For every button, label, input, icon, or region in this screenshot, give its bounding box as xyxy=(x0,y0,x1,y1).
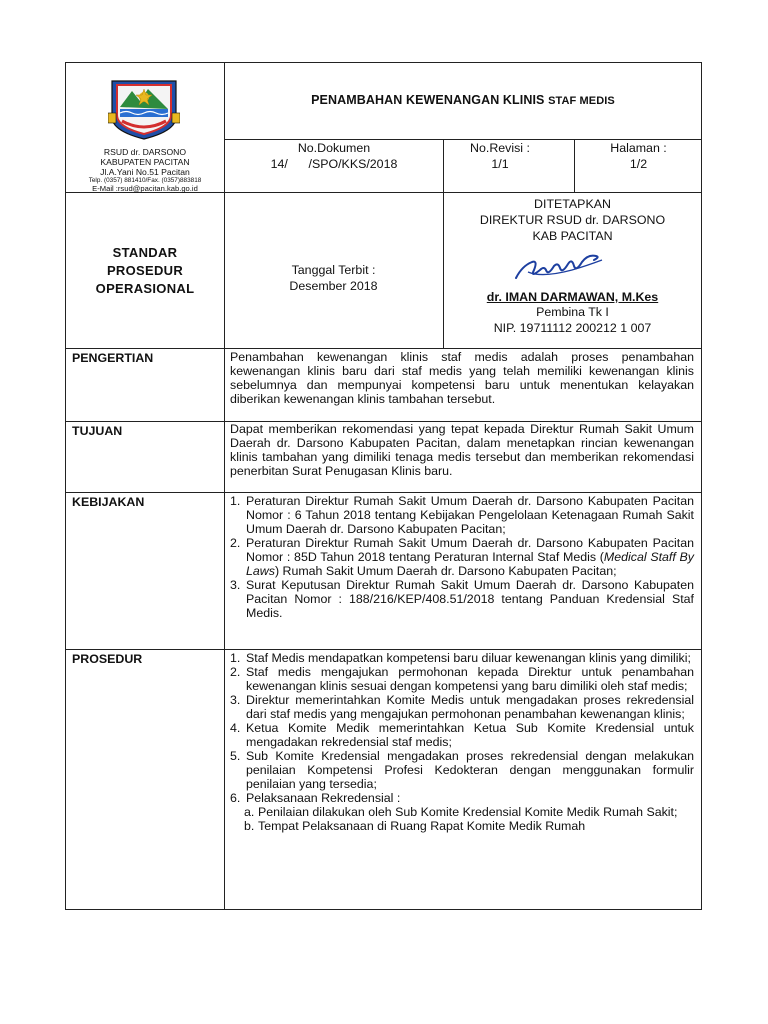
approval-line: DITETAPKAN xyxy=(534,197,611,211)
section-text-tujuan: Dapat memberikan rekomendasi yang tepat kepada Direktur Rumah Sakit Umum Daerah dr. Darsono Kabupaten Pacitan, dalam menetapkan rincian kewenangan klinis tambahan yang dimiliki tenaga medis tersebut dan memberikan rekomendasi penerbitan Surat Penugasan Klinis baru. xyxy=(230,422,694,478)
issue-date-label: Tanggal Terbit : xyxy=(291,263,376,277)
page-cell xyxy=(575,140,702,172)
page-label: Halaman : xyxy=(610,141,667,155)
revision-cell xyxy=(444,140,556,172)
divider xyxy=(65,348,702,349)
list-text: Staf medis mengajukan permohonan kepada Direktur untuk penambahan kewenangan klinis sesuai dengan kompetensi yang baru dimiliki oleh staf medis; xyxy=(246,665,694,693)
approval-line: DIREKTUR RSUD dr. DARSONO xyxy=(479,213,666,227)
list-item xyxy=(230,693,694,721)
list-number: 4. xyxy=(230,721,241,735)
list-text: Peraturan Direktur Rumah Sakit Umum Daerah dr. Darsono Kabupaten Pacitan Nomor : 6 Tahun 2018 tentang Kebijakan Pengelolaan Ketenagaan Rumah Sakit Umum Daerah dr. Darsono Kabupaten Pacitan; xyxy=(246,494,694,536)
section-label-kebijakan: KEBIJAKAN xyxy=(72,495,145,509)
list-text: Direktur memerintahkan Komite Medis untuk mengadakan proses rekredensial dari staf medis yang mengajukan permohonan penambahan kewenangan klinis; xyxy=(246,693,694,721)
issue-date-cell xyxy=(224,262,443,294)
approval-block xyxy=(443,196,702,244)
section-label-prosedur: PROSEDUR xyxy=(72,652,143,666)
list-number: 3. xyxy=(230,693,241,707)
list-item xyxy=(230,791,694,833)
list-text-italic: Medical Staff By Laws xyxy=(246,550,694,578)
list-text: Sub Komite Kredensial mengadakan proses rekredensial dengan melakukan penilaian Kompetensi Profesi Kedokteran dengan menggunakan formulir penilaian yang tersedia; xyxy=(246,749,694,791)
list-text: Ketua Komite Medik memerintahkan Ketua Sub Komite Kredensial untuk mengadakan rekredensial staf medis; xyxy=(246,721,694,749)
page-value: 1/2 xyxy=(629,157,648,171)
list-number: 1. xyxy=(230,494,241,508)
issue-date-value: Desember 2018 xyxy=(289,279,378,293)
approval-line: KAB PACITAN xyxy=(532,229,613,243)
sublist-text: Penilaian dilakukan oleh Sub Komite Kredensial Komite Medik Rumah Sakit; xyxy=(258,805,678,819)
divider xyxy=(65,649,702,650)
sublist-item xyxy=(230,805,678,819)
revision-value: 1/1 xyxy=(491,157,509,171)
list-item xyxy=(230,721,694,749)
doc-number-cell xyxy=(228,140,440,172)
doc-number-value: 14/ /SPO/KKS/2018 xyxy=(270,157,398,171)
sop-heading-line: PROSEDUR xyxy=(106,263,184,278)
list-item xyxy=(230,578,694,620)
section-text-pengertian: Penambahan kewenangan klinis staf medis adalah proses penambahan kewenangan klinis baru dari staf medis yang telah memiliki kewenangan klinis sebelumnya dan mempunyai kompetensi baru untuk menentukan kelayakan diberikan kewenangan klinis tambahan tersebut. xyxy=(230,350,694,406)
sublist-letter: a. xyxy=(244,805,255,819)
sop-heading xyxy=(66,244,224,298)
hospital-identity xyxy=(66,147,224,193)
document-title xyxy=(224,93,702,107)
section-label-tujuan: TUJUAN xyxy=(72,424,123,438)
list-text: ) Rumah Sakit Umum Daerah dr. Darsono Kabupaten Pacitan; xyxy=(274,564,617,578)
section-label-pengertian: PENGERTIAN xyxy=(72,351,154,365)
list-number: 2. xyxy=(230,665,241,679)
list-item xyxy=(230,651,694,665)
signer-rank: Pembina Tk I xyxy=(536,305,609,319)
sop-heading-line: OPERASIONAL xyxy=(95,281,195,296)
hospital-address: Jl.A.Yani No.51 Pacitan xyxy=(100,167,190,177)
list-item xyxy=(230,536,694,578)
sublist-letter: b. xyxy=(244,819,255,833)
signature-icon xyxy=(512,248,608,286)
list-text: Staf Medis mendapatkan kompetensi baru diluar kewenangan klinis yang dimiliki; xyxy=(246,651,691,665)
sublist-text: Tempat Pelaksanaan di Ruang Rapat Komite Medik Rumah xyxy=(258,819,586,833)
list-number: 5. xyxy=(230,749,241,763)
doc-number-label: No.Dokumen xyxy=(297,141,371,155)
hospital-name: RSUD dr. DARSONO xyxy=(103,147,187,157)
divider xyxy=(224,62,225,910)
hospital-email: E-Mail :rsud@pacitan.kab.go.id xyxy=(92,184,198,193)
kebijakan-list xyxy=(230,494,694,620)
list-number: 1. xyxy=(230,651,241,665)
prosedur-list xyxy=(230,651,694,833)
revision-label: No.Revisi : xyxy=(470,141,530,155)
title-main: PENAMBAHAN KEWENANGAN KLINIS xyxy=(311,93,549,107)
prosedur-sublist xyxy=(246,805,694,833)
signer-name: dr. IMAN DARMAWAN, M.Kes xyxy=(486,290,659,304)
list-text: Pelaksanaan Rekredensial : xyxy=(246,791,401,805)
list-text: Surat Keputusan Direktur Rumah Sakit Umum Daerah dr. Darsono Kabupaten Pacitan Nomor : 188/216/KEP/408.51/2018 tentang Panduan Kredensial Staf Medis. xyxy=(246,578,694,620)
list-item xyxy=(230,749,694,791)
list-text: Peraturan Direktur Rumah Sakit Umum Daerah dr. Darsono Kabupaten Pacitan Nomor : 85D Tahun 2018 tentang Peraturan Internal Staf Medis ( xyxy=(246,536,694,564)
list-item xyxy=(230,665,694,693)
divider xyxy=(65,492,702,493)
list-number: 3. xyxy=(230,578,241,592)
logo-emblem-icon xyxy=(108,77,180,141)
signer-block xyxy=(443,290,702,336)
signer-nip: NIP. 19711112 200212 1 007 xyxy=(493,321,652,335)
hospital-phone: Telp. (0357) 881410/Fax. (0357)883818 xyxy=(88,177,202,184)
list-item xyxy=(230,494,694,536)
list-number: 2. xyxy=(230,536,241,550)
title-small: STAF MEDIS xyxy=(548,95,615,107)
sublist-item xyxy=(230,819,678,833)
list-number: 6. xyxy=(230,791,241,805)
sop-heading-line: STANDAR xyxy=(112,245,178,260)
hospital-regency: KABUPATEN PACITAN xyxy=(100,157,190,167)
